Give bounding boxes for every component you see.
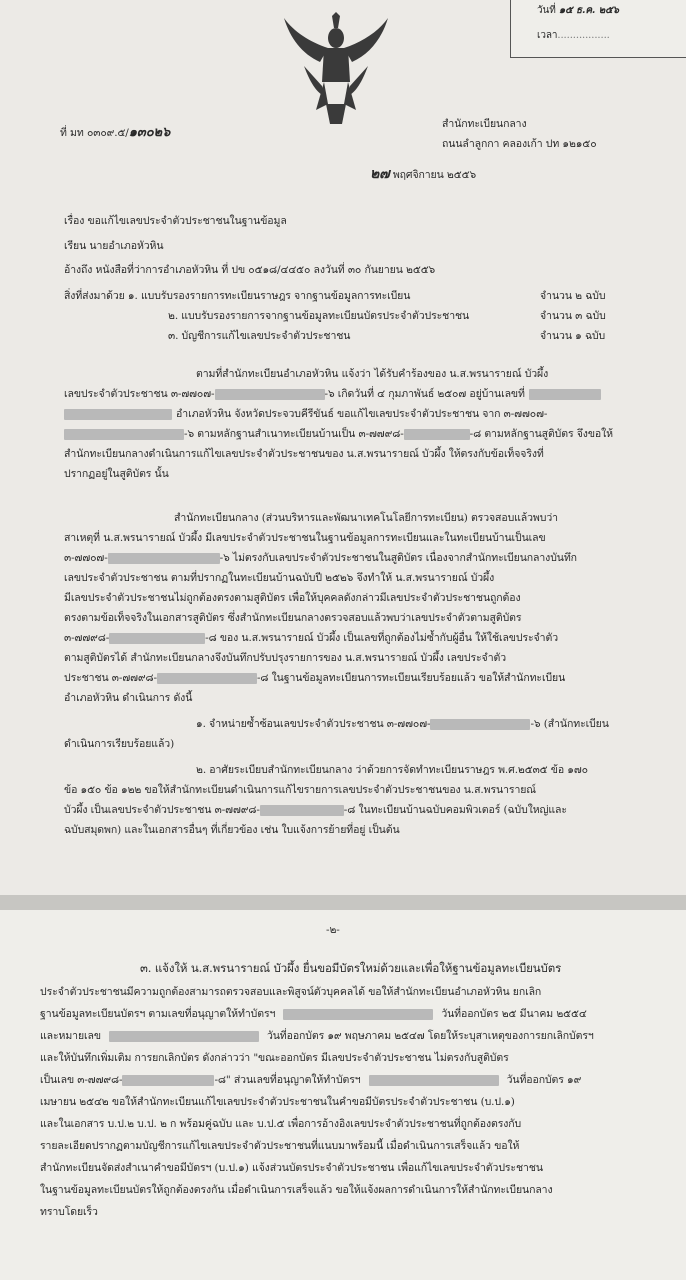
redaction	[157, 673, 257, 684]
office-name: สำนักทะเบียนกลาง	[442, 118, 527, 130]
redaction	[283, 1009, 433, 1020]
received-stamp: วันที่ ๑๕ ธ.ค. ๒๕๖ เวลา.................	[510, 0, 686, 58]
office-address: ถนนลำลูกกา คลองเก้า ปท ๑๒๑๕๐	[442, 138, 597, 150]
garuda-emblem	[280, 12, 392, 132]
page-1: วันที่ ๑๕ ธ.ค. ๒๕๖ เวลา................. ที่ มท ๐๓๐๙.๕/๑๓๐๒๖ สำนักทะเบียนกลาง ถนนลำลูกกา คลองเก้า ปท ๑๒๑๕๐ ๒๗ พฤศจิกายน ๒๕๕๖ เรื่อง ขอแก้ไขเลขประจำตัวประชาชนในฐานข้อมูล เรียน นายอำเภอหัวหิน อ้างถึง หนังสือที่ว่าการอำเภอหัวหิน ที่ ปข ๐๕๑๘/๔๔๕๐ ลงวันที่ ๓๐ กันยายน ๒๕๕๖ สิ่งที่ส่งมาด้วย ๑. แบบรับรองรายการทะเบียนราษฎร จากฐานข้อมูลการทะเบียน จำนวน ๒ ฉบับ ๒. แบบรับรองรายการจากฐานข้อมูลทะเบียนบัตรประจำตัวประชาชน จำนวน ๓ ฉบับ ๓. บัญชีการแก้ไขเลขประจำตัวประชาชน จำนวน ๑ ฉบับ ตามที่สำนักทะเบียนอำเภอหัวหิน แจ้งว่า ได้รับคำร้องของ น.ส.พรนารายณ์ บัวผึ้ง เลขประจำตัวประชาชน ๓-๗๗๐๗- -๖ เกิดวันที่ ๔ กุมภาพันธ์ ๒๕๐๗ อยู่บ้านเลขที่ อำเภอหัวหิน จังหวัดประจวบคีรีขันธ์ ขอแก้ไขเลขประจำตัวประชาชน จาก ๓-๗๗๐๗- -๖ ตามหลักฐานสำเนาทะเบียนบ้านเป็น ๓-๗๗๙๘- -๘ ตามหลักฐานสูติบัตร จึงขอให้ สำนักทะเบียนกลางดำเนินการแก้ไขเลขประจำตัวประชาชนของ น.ส.พรนารายณ์ บัวผึ้ง ให้ตรงกับข้อเท็จจริงที่ ปรากฏอยู่ในสูติบัตร นั้น สำนักทะเบียนกลาง (ส่วนบริหารและพัฒนาเทคโนโลยีการทะเบียน) ตรวจสอบแล้วพบว่า สาเหตุที่ น.ส.พรนารายณ์ บัวผึ้ง มีเลขประจำตัวประชาชนในฐานข้อมูลการทะเบียนและในทะเบียนบ้านเป็นเลข ๓-๗๗๐๗- -๖ ไม่ตรงกับเลขประจำตัวประชาชนในสูติบัตร เนื่องจากสำนักทะเบียนกลางบันทึก เลขประจำตัวประชาชน ตามที่ปรากฏในทะเบียนบ้านฉบับปี ๒๕๒๖ จึงทำให้ น.ส.พรนารายณ์ บัวผึ้ง มีเลขประจำตัวประชาชนไม่ถูกต้องตรงตามสูติบัตร เพื่อให้บุคคลดังกล่าวมีเลขประจำตัวประชาชนถูกต้อง ตรงตามข้อเท็จจริงในเอกสารสูติบัตร ซึ่งสำนักทะเบียนกลางตรวจสอบแล้วพบว่าเลขประจำตัวตามสูติบัตร ๓-๗๗๙๘- -๘ ของ น.ส.พรนารายณ์ บัวผึ้ง เป็นเลขที่ถูกต้องไม่ซ้ำกับผู้อื่น ให้ใช้เลขประจำตัว ตามสูติบัตรได้ สำนักทะเบียนกลางจึงบันทึกปรับปรุงรายการของ น.ส.พรนารายณ์ บัวผึ้ง เลขประจำตัว ประชาชน ๓-๗๗๙๘- -๘ ในฐานข้อมูลทะเบียนการทะเบียนเรียบร้อยแล้ว ขอให้สำนักทะเบียน อำเภอหัวหิน ดำเนินการ ดังนี้ ๑. จำหน่ายซ้ำซ้อนเลขประจำตัวประชาชน ๓-๗๗๐๗- -๖ (สำนักทะเบียน ดำเนินการเรียบร้อยแล้ว) ๒. อาศัยระเบียบสำนักทะเบียนกลาง ว่าด้วยการจัดทำทะเบียนราษฎร พ.ศ.๒๕๓๕ ข้อ ๑๗๐ ข้อ ๑๕๐ ข้อ ๑๒๒ ขอให้สำนักทะเบียนดำเนินการแก้ไขรายการเลขประจำตัวประชาชนของ น.ส.พรนารายณ์ บัวผึ้ง เป็นเลขประจำตัวประชาชน ๓-๗๗๙๘- -๘ ในทะเบียนบ้านฉบับคอมพิวเตอร์ (ฉบับใหญ่และ ฉบับสมุดพก) และในเอกสารอื่นๆ ที่เกี่ยวข้อง เช่น ใบแจ้งการย้ายที่อยู่ เป็นต้น	[0, 0, 686, 895]
reference: อ้างถึง หนังสือที่ว่าการอำเภอหัวหิน ที่ ปข ๐๕๑๘/๔๔๕๐ ลงวันที่ ๓๐ กันยายน ๒๕๕๖	[64, 264, 436, 276]
redaction	[529, 389, 601, 400]
recipient: เรียน นายอำเภอหัวหิน	[64, 240, 164, 252]
date-handwritten: ๒๗	[370, 166, 390, 182]
redaction	[108, 553, 220, 564]
redaction	[109, 633, 205, 644]
enclosure-2-qty: จำนวน ๓ ฉบับ	[540, 310, 606, 322]
subject: เรื่อง ขอแก้ไขเลขประจำตัวประชาชนในฐานข้อมูล	[64, 215, 287, 227]
enclosure-2: ๒. แบบรับรองรายการจากฐานข้อมูลทะเบียนบัตรประจำตัวประชาชน	[168, 310, 470, 322]
stamp-date-label: วันที่	[537, 5, 556, 16]
reference-handwritten: ๑๓๐๒๖	[128, 125, 171, 140]
redaction	[260, 805, 344, 816]
redaction	[215, 389, 325, 400]
reference-number: ที่ มท ๐๓๐๙.๕/	[60, 127, 129, 139]
enclosure-1-qty: จำนวน ๒ ฉบับ	[540, 290, 606, 302]
page-2: -๒- ๓. แจ้งให้ น.ส.พรนารายณ์ บัวผึ้ง ยื่นขอมีบัตรใหม่ด้วยและเพื่อให้ฐานข้อมูลทะเบียนบัตร ประจำตัวประชาชนมีความถูกต้องสามารถตรวจสอบและพิสูจน์ตัวบุคคลได้ ขอให้สำนักทะเบียนอำเภอหัวหิน ยกเลิก ฐานข้อมูลทะเบียนบัตรฯ ตามเลขที่อนุญาตให้ทำบัตรฯ วันที่ออกบัตร ๒๕ มีนาคม ๒๕๕๔ และหมายเลข วันที่ออกบัตร ๑๙ พฤษภาคม ๒๕๔๗ โดยให้ระบุสาเหตุของการยกเลิกบัตรฯ และให้บันทึกเพิ่มเติม การยกเลิกบัตร ดังกล่าวว่า "ขณะออกบัตร มีเลขประจำตัวประชาชน ไม่ตรงกับสูติบัตร เป็นเลข ๓-๗๗๙๘- -๘" ส่วนเลขที่อนุญาตให้ทำบัตรฯ วันที่ออกบัตร ๑๙ เมษายน ๒๕๔๒ ขอให้สำนักทะเบียนแก้ไขเลขประจำตัวประชาชนในคำขอมีบัตรประจำตัวประชาชน (บ.ป.๑) และในเอกสาร บ.ป.๒ บ.ป. ๒ ก พร้อมคู่ฉบับ และ บ.ป.๕ เพื่อการอ้างอิงเลขประจำตัวประชาชนที่ถูกต้องตรงกับ รายละเอียดปรากฏตามบัญชีการแก้ไขเลขประจำตัวประชาชนที่แนบมาพร้อมนี้ เมื่อดำเนินการเสร็จแล้ว ขอให้ สำนักทะเบียนจัดส่งสำเนาคำขอมีบัตรฯ (บ.ป.๑) แจ้งส่วนบัตรประจำตัวประชาชน เพื่อแก้ไขเลขประจำตัวประชาชน ในฐานข้อมูลทะเบียนบัตรให้ถูกต้องตรงกัน เมื่อดำเนินการเสร็จแล้ว ขอให้แจ้งผลการดำเนินการให้สำนักทะเบียนกลาง ทราบโดยเร็ว	[0, 910, 686, 1280]
redaction	[404, 429, 470, 440]
page-number: -๒-	[326, 924, 340, 936]
stamp-time-label: เวลา	[537, 30, 558, 41]
redaction	[64, 429, 184, 440]
page-gap	[0, 895, 686, 910]
redaction	[369, 1075, 499, 1086]
enclosure-3: ๓. บัญชีการแก้ไขเลขประจำตัวประชาชน	[168, 330, 351, 342]
letter-date: พฤศจิกายน ๒๕๕๖	[392, 169, 477, 181]
redaction	[122, 1075, 214, 1086]
enclosure-1: สิ่งที่ส่งมาด้วย ๑. แบบรับรองรายการทะเบียนราษฎร จากฐานข้อมูลการทะเบียน	[64, 290, 411, 302]
redaction	[430, 719, 530, 730]
stamp-date-value: ๑๕ ธ.ค. ๒๕๖	[558, 5, 619, 16]
redaction	[64, 409, 172, 420]
redaction	[109, 1031, 259, 1042]
enclosure-3-qty: จำนวน ๑ ฉบับ	[540, 330, 606, 342]
